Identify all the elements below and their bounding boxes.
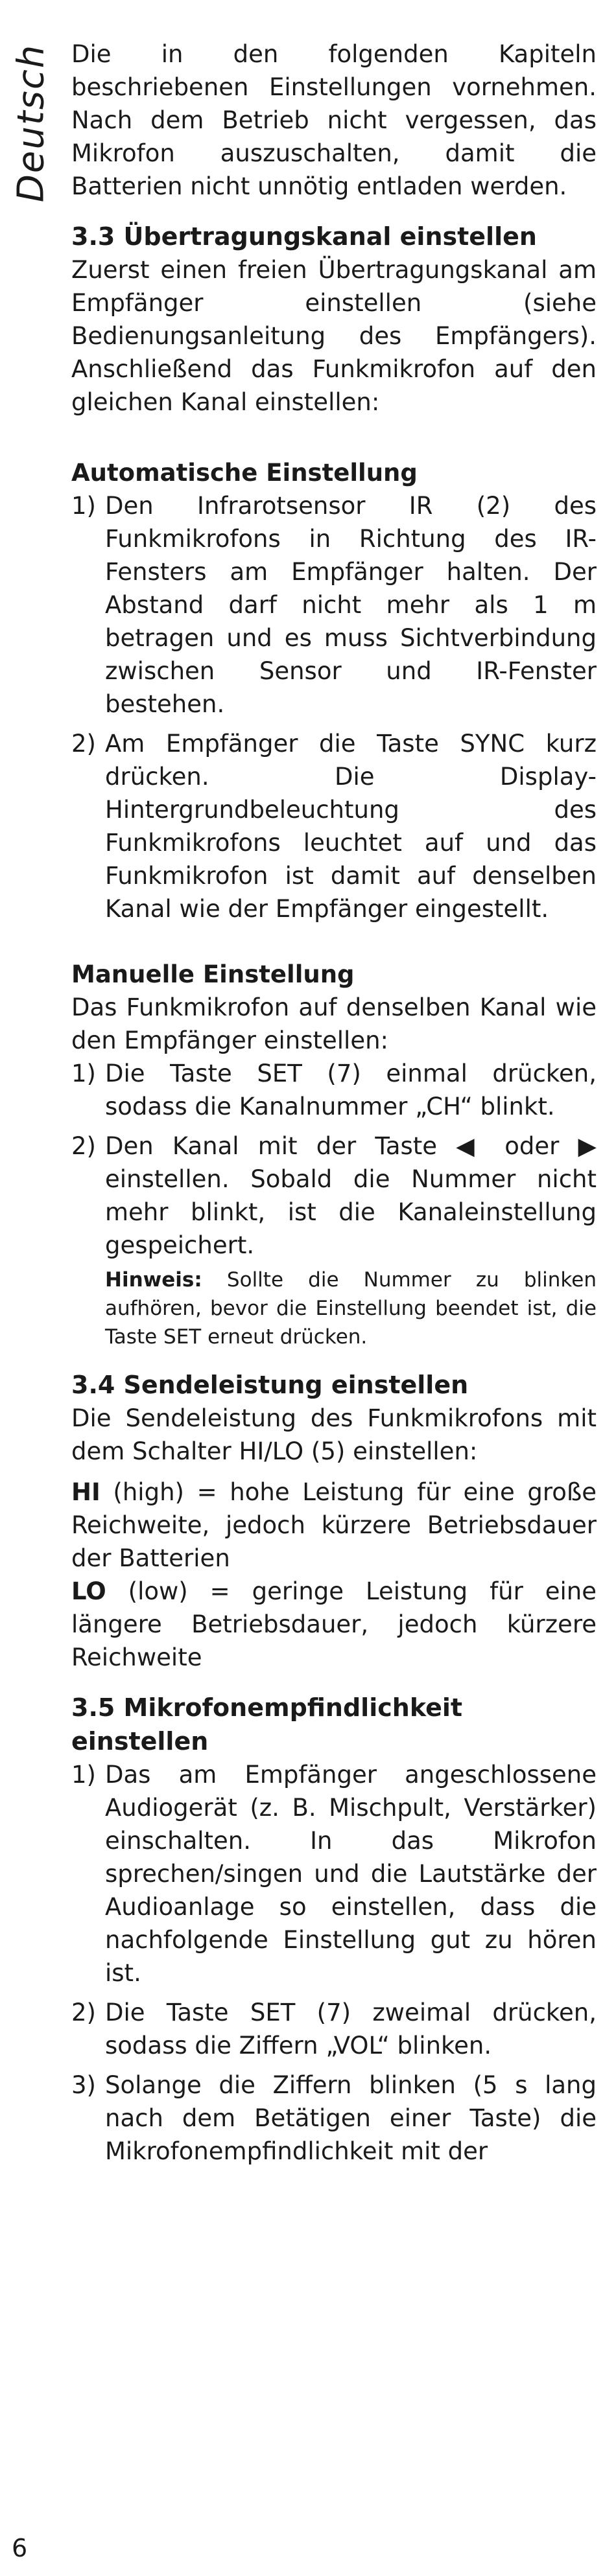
section-3-5-heading: 3.5 Mikrofonempfindlichkeit einstellen <box>71 1693 463 1756</box>
language-tab <box>0 39 58 207</box>
lo-label: LO <box>71 1577 106 1605</box>
list-item-text: Das am Empfänger angeschlossene Audiogerät (z. B. Mischpult, Verstärker) einschalten. In das Mikrofon sprechen/singen und die Lautstärke der Audioanlage so einstellen, dass die nachfolgende Einstellung gut zu hören ist. <box>105 1761 597 1987</box>
intro-paragraph: Die in den folgenden Kapiteln beschriebenen Einstellungen vornehmen. Nach dem Betrieb nicht vergessen, das Mikrofon auszuschalten, damit die Batterien nicht unnötig entladen werden. <box>71 40 597 200</box>
content-column <box>71 38 597 2174</box>
section-3-4-text: Die Sendeleistung des Funkmikrofons mit dem Schalter HI/LO (5) einstellen: <box>71 1404 597 1465</box>
list-item-number: 2) <box>71 1999 96 2026</box>
list-item-text: Die Taste SET (7) einmal drücken, sodass die Kanalnummer „CH“ blinkt. <box>105 1060 597 1120</box>
hint-note <box>105 1266 597 1351</box>
list-item <box>71 727 597 925</box>
lo-definition <box>71 1575 597 1674</box>
page-number: 6 <box>12 2534 28 2562</box>
list-item-number: 1) <box>71 492 96 520</box>
hi-label: HI <box>71 1478 101 1506</box>
list-item-number: 1) <box>71 1761 96 1789</box>
list-item <box>71 1758 597 1990</box>
list-item-text: Den Kanal mit der Taste ◀ oder ▶ einstellen. Sobald die Nummer nicht mehr blinkt, ist die Kanaleinstellung gespeichert. <box>105 1132 597 1259</box>
language-label: Deutsch <box>10 43 53 203</box>
list-item <box>71 2069 597 2168</box>
list-item-number: 3) <box>71 2071 96 2099</box>
list-item-text: Den Infrarotsensor IR (2) des Funkmikrofons in Richtung des IR-Fensters am Empfänger halten. Der Abstand darf nicht mehr als 1 m betragen und es muss Sichtverbindung zwischen Sensor und IR-Fenster bestehen. <box>105 492 597 718</box>
list-item-text: Am Empfänger die Taste SYNC kurz drücken. Die Display-Hintergrundbeleuchtung des Funkmikrofons leuchtet auf und das Funkmikrofon ist damit auf denselben Kanal wie der Empfänger eingestellt. <box>105 730 597 923</box>
list-item-text: Die Taste SET (7) zweimal drücken, sodass die Ziffern „VOL“ blinken. <box>105 1999 597 2060</box>
hint-text: Sollte die Nummer zu blinken aufhören, bevor die Einstellung beendet ist, die Taste SET erneut drücken. <box>105 1268 597 1349</box>
list-item <box>71 1057 597 1123</box>
section-3-3-text: Zuerst einen freien Übertragungskanal am Empfänger einstellen (siehe Bedienungsanleitung des Empfängers). Anschließend das Funkmikrofon auf den gleichen Kanal einstellen: <box>71 256 597 416</box>
list-item-number: 1) <box>71 1060 96 1087</box>
section-3-3-heading: 3.3 Übertragungskanal einstellen <box>71 222 537 251</box>
list-item-text: Solange die Ziffern blinken (5 s lang nach dem Betätigen einer Taste) die Mikrofonempfindlichkeit mit der <box>105 2071 597 2165</box>
list-item <box>71 1996 597 2062</box>
hi-text: (high) = hohe Leistung für eine große Reichweite, jedoch kürzere Betriebsdauer der Batterien <box>71 1478 597 1572</box>
manual-setting-text: Das Funkmikrofon auf denselben Kanal wie den Empfänger einstellen: <box>71 993 597 1054</box>
hint-label: Hinweis: <box>105 1268 202 1292</box>
lo-text: (low) = geringe Leistung für eine längere Betriebsdauer, jedoch kürzere Reichweite <box>71 1577 597 1671</box>
list-item-number: 2) <box>71 730 96 758</box>
section-3-4-heading: 3.4 Sendeleistung einstellen <box>71 1371 469 1399</box>
list-item <box>71 489 597 721</box>
list-item <box>71 1130 597 1262</box>
auto-setting-heading: Automatische Einstellung <box>71 459 418 487</box>
list-item-number: 2) <box>71 1132 96 1160</box>
manual-setting-heading: Manuelle Einstellung <box>71 960 355 988</box>
hi-definition <box>71 1476 597 1575</box>
